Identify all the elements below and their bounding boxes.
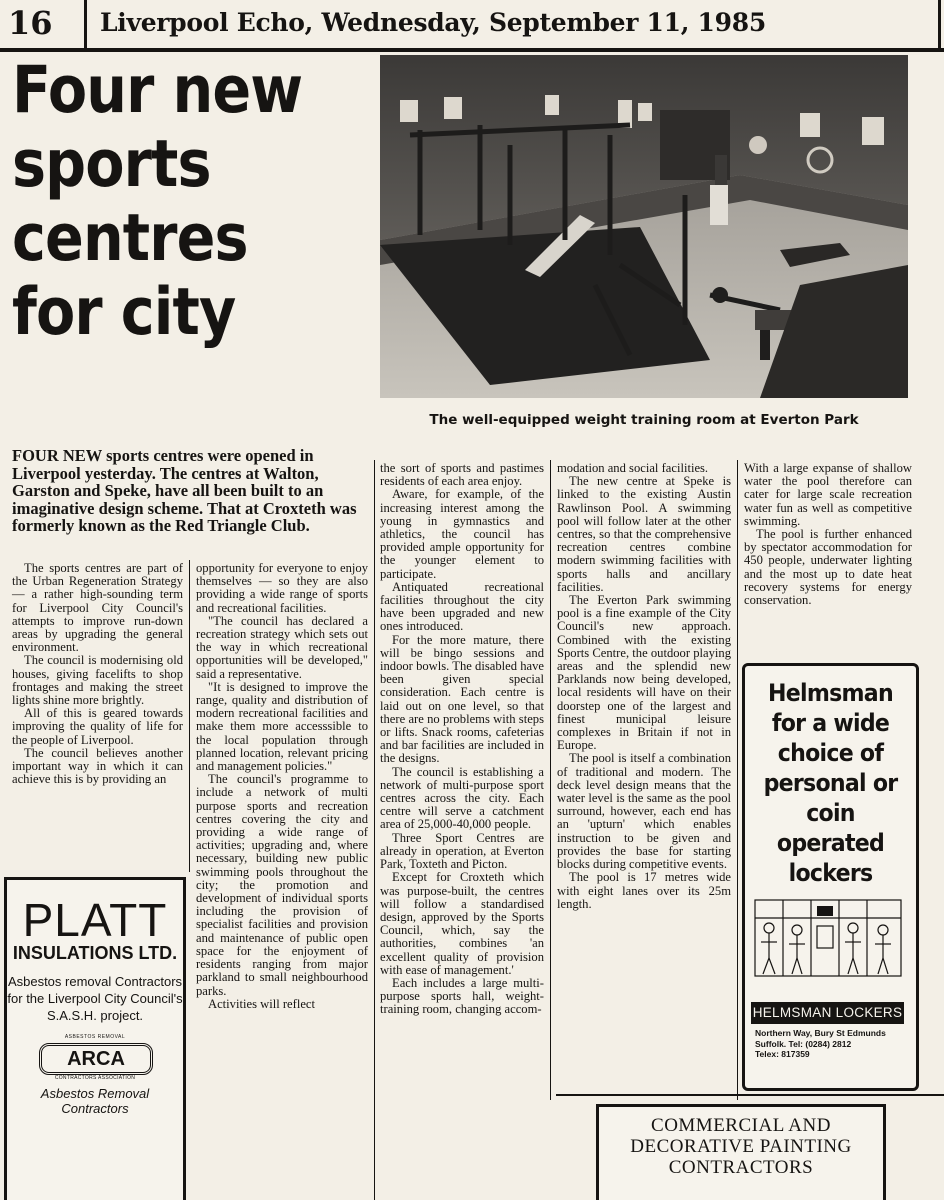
platt-ad-body: Asbestos removal Contractors for the Liverpool City Council's S.A.S.H. project. xyxy=(7,974,183,1023)
article-paragraph: Three Sport Centres are already in operation, at Everton Park, Toxteth and Picton. xyxy=(380,830,544,872)
article-paragraph: The pool is further enhanced by spectator accommodation for 450 people, underwater lighting and the most up to date heat recovery systems for energy conservation. xyxy=(744,527,912,608)
masthead-right-rule xyxy=(938,0,941,48)
article-column-5 xyxy=(744,462,912,607)
article-column-2 xyxy=(196,562,368,1011)
article-column-1 xyxy=(12,562,183,786)
masthead-rule xyxy=(0,48,944,52)
article-paragraph: Except for Croxteth which was purpose-built, the centres will follow a standardised design, approved by the Sports Council, which, say the authorities, combines 'an excellent quality of provision with ease of management.' xyxy=(380,870,544,977)
page-number: 16 xyxy=(8,4,53,42)
helmsman-lockers-ad xyxy=(742,663,919,1091)
article-paragraph: modation and social facilities. xyxy=(557,461,709,475)
bottom-right-rule xyxy=(556,1094,944,1096)
article-paragraph: Antiquated recreational facilities throughout the city have been upgraded and new ones introduced. xyxy=(380,579,544,634)
intro-paragraph: FOUR NEW sports centres were opened in Liverpool yesterday. The centres at Walton, Garston and Speke, have all been built to an imaginative design scheme. That at Croxteth was formerly known as the Red Triangle Club. xyxy=(12,446,357,535)
article-paragraph: The council is modernising old houses, giving facelifts to shop frontages and making the street lights shine more brightly. xyxy=(12,653,183,708)
article-paragraph: With a large expanse of shallow water the pool therefore can cater for large scale recreation water fun as well as competitive swimming. xyxy=(744,461,912,528)
column-rule-1 xyxy=(189,560,190,872)
article-column-4 xyxy=(557,462,731,911)
weight-room-photo xyxy=(380,55,908,398)
column-rule-2 xyxy=(374,460,375,1200)
article-column-3 xyxy=(380,462,544,1017)
article-paragraph: "The council has declared a recreation strategy which sets out the way in which recreational opportunities will be developed," said a representative. xyxy=(196,613,368,681)
article-paragraph: The pool is itself a combination of traditional and modern. The deck level design means that the water level is the same as the pool surround, however, each end has an 'upturn' which enables instruction to be given and provides the base for starting blocks during competitive events. xyxy=(557,751,731,872)
platt-ad-title: PLATT xyxy=(22,894,168,946)
column-rule-4 xyxy=(737,460,738,1100)
dateline: Liverpool Echo, Wednesday, September 11, 1985 xyxy=(100,8,766,37)
helmsman-telex: Telex: 817359 xyxy=(755,1049,810,1059)
article-paragraph: The new centre at Speke is linked to the existing Austin Rawlinson Pool. A swimming pool will follow later at the other centres, so that the comprehensive recreation centres combine modern swimming facilities with sports halls and ancillary facilities. xyxy=(557,474,731,594)
platt-ad-subtitle: INSULATIONS LTD. xyxy=(12,943,178,963)
headline: Four new sports centres for city xyxy=(12,53,303,350)
platt-insulations-ad xyxy=(4,877,186,1200)
platt-ad-footer: Asbestos Removal Contractors xyxy=(40,1086,150,1116)
article-paragraph: The council believes another important way in which it can achieve this is by providing an xyxy=(12,745,183,787)
lockers-illustration xyxy=(753,898,903,978)
article-paragraph: "It is designed to improve the range, quality and distribution of modern recreational facilities and make them more accesssible to the local population through planned location, relevant pricing and management policies." xyxy=(196,679,368,774)
photo-caption: The well-equipped weight training room at Everton Park xyxy=(429,412,859,428)
masthead xyxy=(0,0,944,48)
article-paragraph: the sort of sports and pastimes residents of each area enjoy. xyxy=(380,461,544,489)
painting-contractors-ad: COMMERCIAL AND DECORATIVE PAINTING CONTRACTORS xyxy=(596,1104,886,1200)
article-paragraph: For the more mature, there will be bingo sessions and indoor bowls. The disabled have been given special consideration. Each centre is laid out on one level, so that there are no problems with steps or lifts. Snack rooms, cafeterias and bar facilities are included in the designs. xyxy=(380,632,544,766)
article-paragraph: The pool is 17 metres wide with eight lanes over its 25m length. xyxy=(557,870,731,911)
article-paragraph: The sports centres are part of the Urban Regeneration Strategy — a rather high-sounding term for Liverpool City Council's attempts to improve run-down areas by upgrading the general environment. xyxy=(12,561,183,655)
helmsman-ad-headline: Helmsman for a wide choice of personal or coin operated lockers xyxy=(763,679,898,887)
article-paragraph: The council's programme to include a network of multi purpose sports and recreation centres covering the city and providing a wide range of activities; upgrading and, where necessary, building new public swimming pools throughout the city; the promotion and development of individual sports including the provision of specialist facilities and provision and maintenance of public open space for the enjoyment of residents ranging from major parkland to small neighbourhood parks. xyxy=(196,772,368,998)
arca-logo xyxy=(33,1034,157,1084)
article-paragraph: Activities will reflect xyxy=(208,996,316,1011)
article-paragraph: The Everton Park swimming pool is a fine example of the City Council's new approach. Combined with the existing Sports Centre, the outdoor playing areas and the splendid new Parklands now being developed, local residents will have on their doorstep one of the largest and finest municipal leisure complexes in Britain if not in Europe. xyxy=(557,593,731,753)
page-number-divider xyxy=(84,0,87,48)
column-rule-3 xyxy=(550,460,551,1100)
article-paragraph: Aware, for example, of the increasing interest among the young in gymnastics and athletics, the council has provided ample opportunity for the younger element to participate. xyxy=(380,487,544,581)
arca-logo-top-text: ASBESTOS REMOVAL xyxy=(64,1034,126,1040)
arca-logo-text: ARCA xyxy=(39,1043,153,1075)
article-paragraph: All of this is geared towards improving the quality of life for the people of Liverpool. xyxy=(12,706,183,747)
helmsman-address-line: Northern Way, Bury St Edmunds xyxy=(755,1028,886,1038)
article-paragraph: The council is establishing a network of multi-purpose sport centres across the city. Each centre will serve a catchment area of 25,000-40,000 people. xyxy=(380,764,544,832)
article-paragraph: opportunity for everyone to enjoy themselves — so they are also providing a wide range of sports and recreational facilities. xyxy=(196,561,368,615)
helmsman-address-line: Suffolk. Tel: (0284) 2812 xyxy=(755,1038,852,1049)
arca-logo-bottom-text: CONTRACTORS ASSOCIATION xyxy=(54,1075,136,1081)
article-paragraph: Each includes a large multi-purpose sports hall, weight-training room, changing accom- xyxy=(380,975,544,1017)
helmsman-lockers-bar: HELMSMAN LOCKERS xyxy=(751,1002,904,1024)
helmsman-address xyxy=(755,1028,905,1060)
